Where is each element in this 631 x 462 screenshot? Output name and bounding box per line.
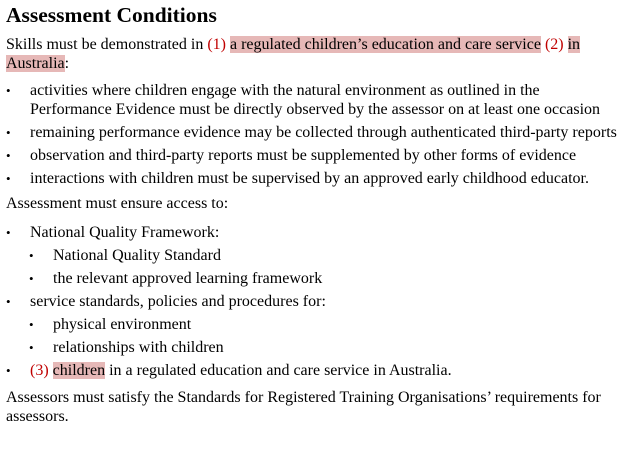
assessors-paragraph: Assessors must satisfy the Standards for Registered Training Organisations’ requirements for assessors.	[6, 389, 601, 425]
list-item: • activities where children engage with the natural environment as outlined in the Performance Evidence must be directly observed by the assessor on at least one occasion	[6, 81, 619, 119]
sub-list-wrapper	[6, 315, 619, 357]
marker-2: (2)	[544, 36, 564, 53]
list-item: • the relevant approved learning framework	[6, 269, 619, 288]
children-rest: in a regulated education and care service in Australia.	[105, 362, 452, 379]
nqf-label: National Quality Framework:	[30, 224, 220, 241]
intro-paragraph	[6, 35, 619, 73]
highlight-2: in Australia	[6, 36, 581, 72]
intro-text: Skills must be demonstrated in	[6, 36, 208, 53]
access-list	[6, 223, 619, 380]
list-item: • National Quality Standard	[6, 246, 619, 265]
conditions-list	[6, 81, 619, 188]
section-heading: Assessment Conditions	[6, 3, 217, 27]
marker-1: (1)	[207, 36, 226, 53]
highlight-1: a regulated children’s education and care service	[229, 36, 541, 53]
list-item: • relationships with children	[6, 338, 619, 357]
nqf-sub-list	[6, 246, 619, 288]
service-sub-list	[6, 315, 619, 357]
list-item: • interactions with children must be supervised by an approved early childhood educator.	[6, 169, 619, 188]
access-intro: Assessment must ensure access to:	[6, 195, 229, 212]
sub-list-wrapper	[6, 246, 619, 288]
list-item-children	[6, 361, 619, 380]
list-item: • observation and third-party reports must be supplemented by other forms of evidence	[6, 146, 619, 165]
highlight-3: children	[52, 362, 106, 379]
marker-3: (3)	[30, 362, 49, 379]
list-item-service	[6, 292, 619, 311]
list-item-nqf	[6, 223, 619, 242]
list-item: • physical environment	[6, 315, 619, 334]
list-item: • remaining performance evidence may be collected through authenticated third-party reports	[6, 123, 619, 142]
intro-colon: :	[64, 55, 70, 72]
service-label: service standards, policies and procedures for:	[30, 293, 326, 310]
